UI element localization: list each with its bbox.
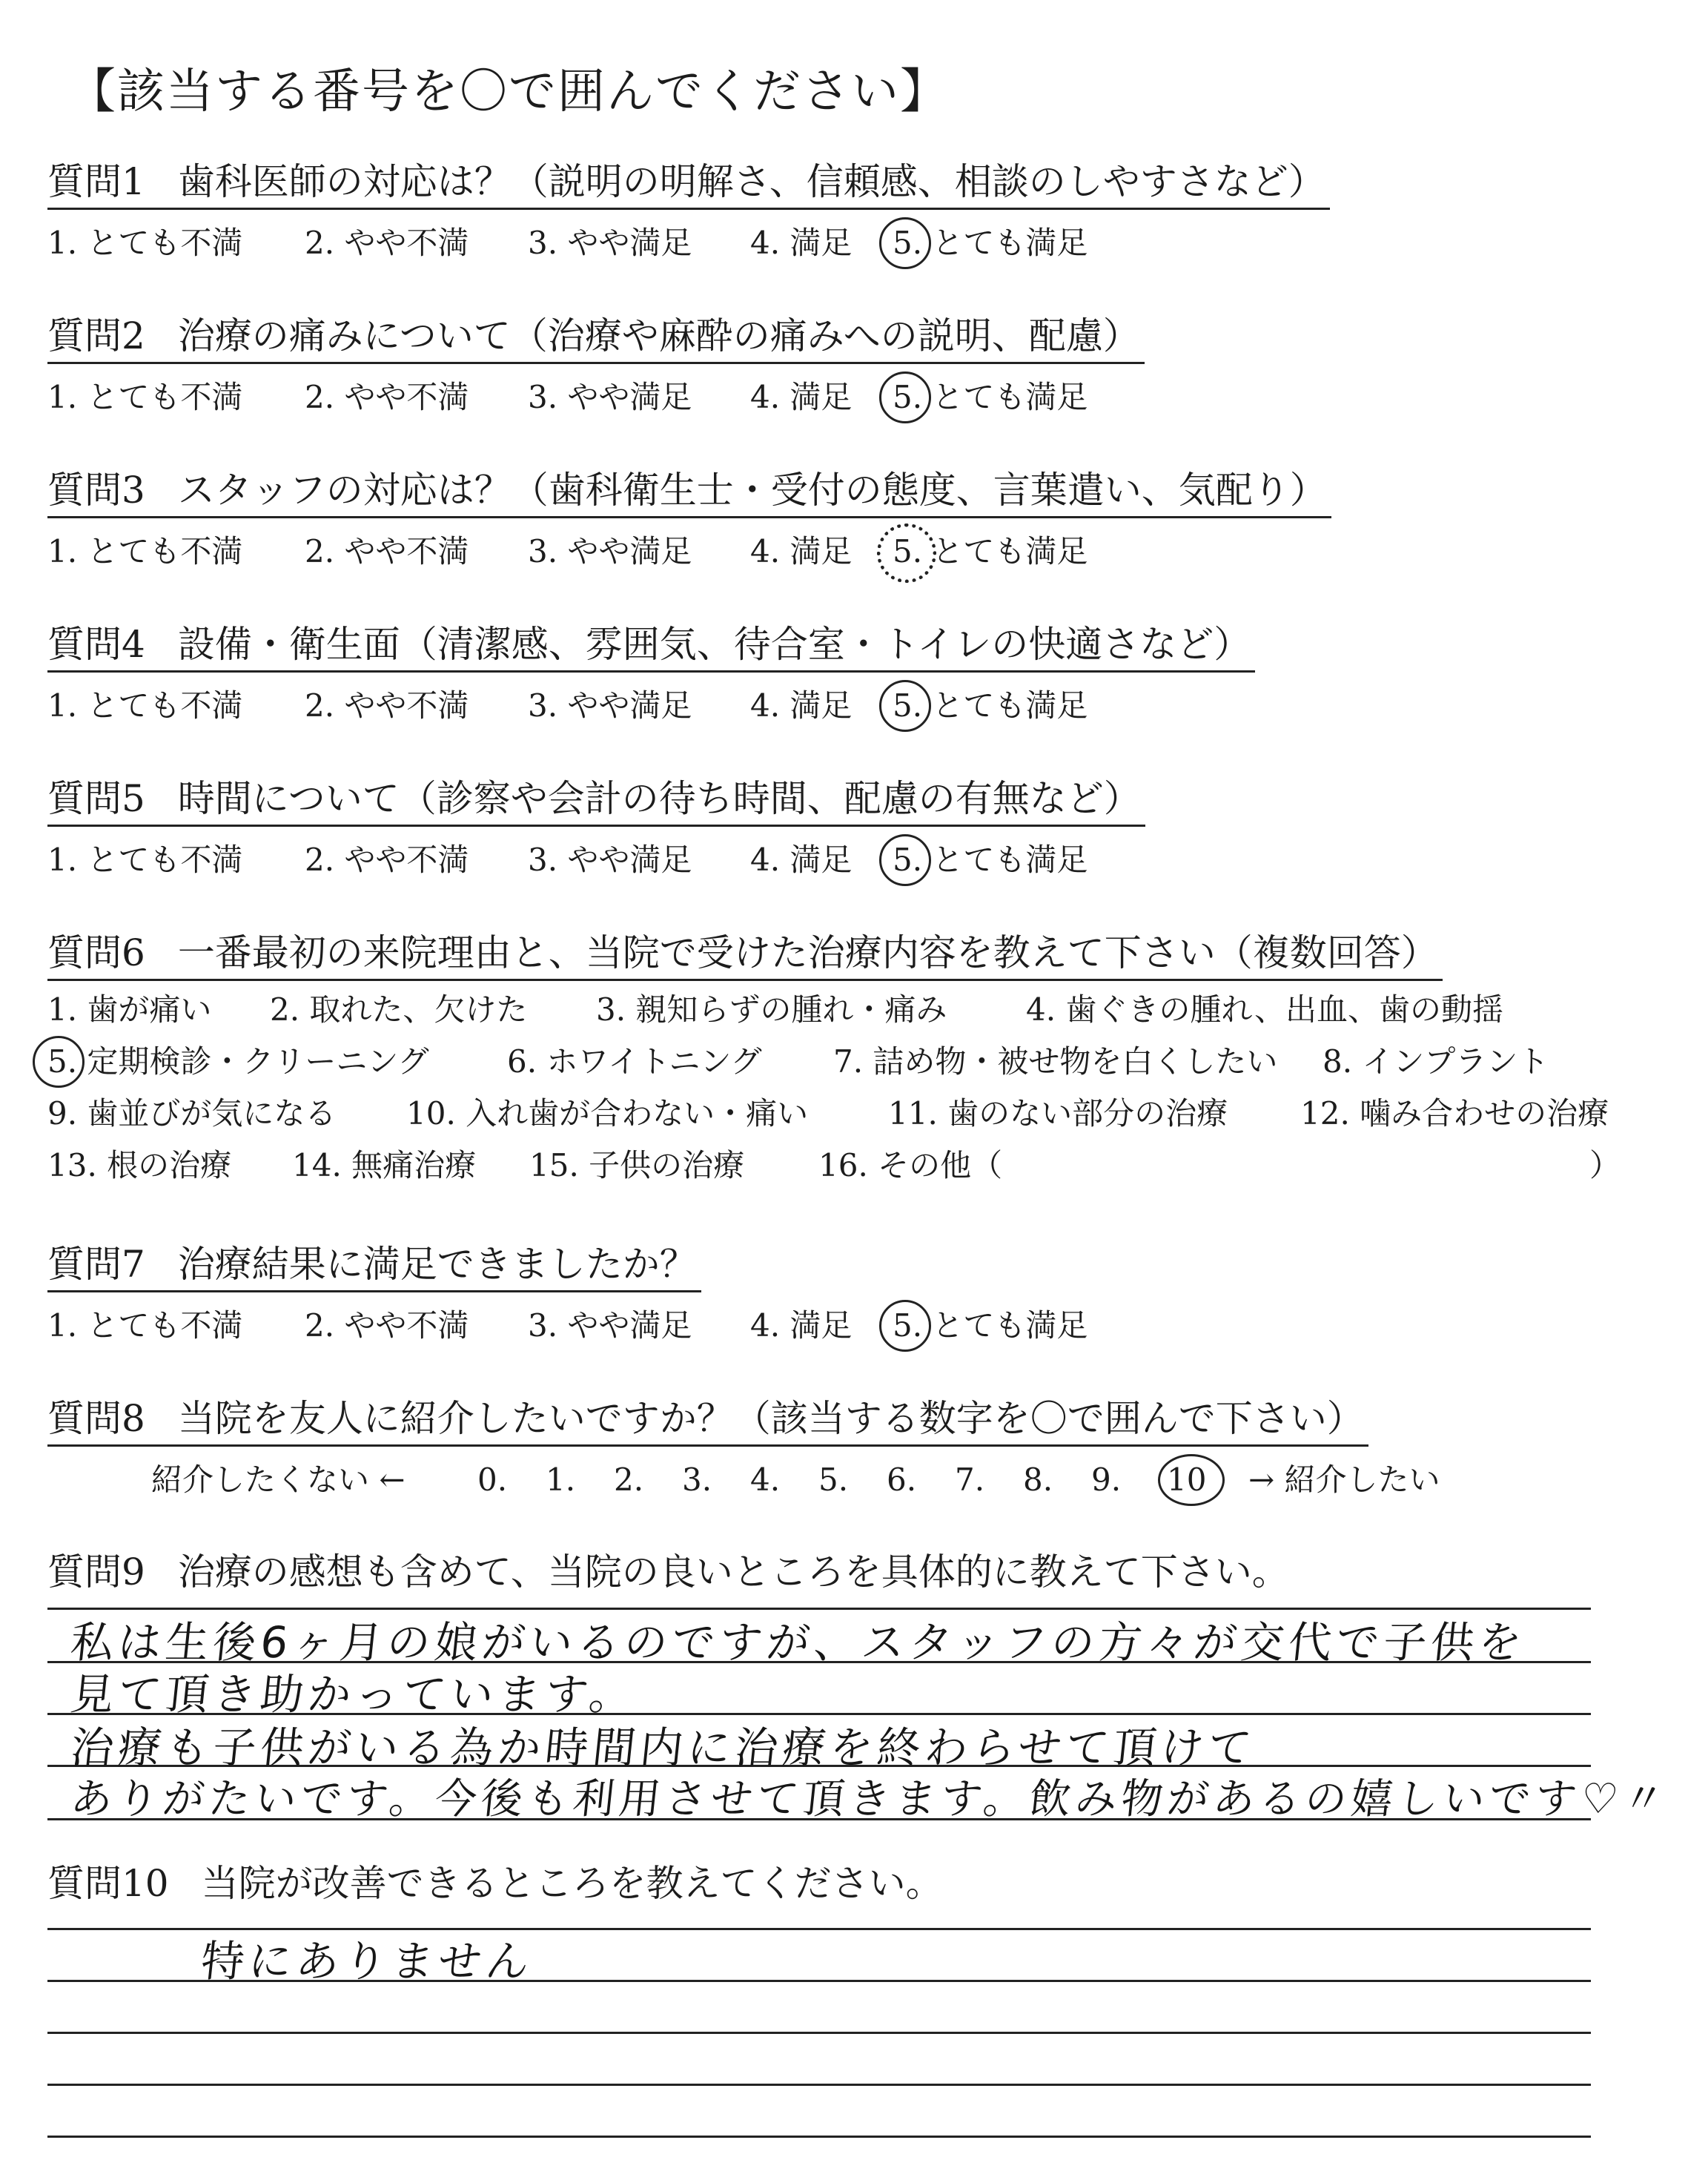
option-2[interactable]: 2. やや不満 [305,842,469,878]
question-text: 設備・衛生面（清潔感、雰囲気、待合室・トイレの快適さなど） [177,623,1251,666]
question-1 [47,156,1330,269]
question-text: 当院を友人に紹介したいですか？（該当する数字を〇で囲んで下さい） [177,1397,1364,1440]
treatment-option-9[interactable]: 9. 歯並びが気になる [47,1095,337,1132]
treatment-option-12[interactable]: 12. 噛み合わせの治療 [1300,1095,1609,1132]
question-text: 一番最初の来院理由と、当院で受けた治療内容を教えて下さい（複数回答） [177,931,1438,974]
rating-options [47,1300,1088,1352]
question-2-heading [47,310,1145,364]
question-number: 質問4 [47,623,145,666]
option-1[interactable]: 1. とても不満 [47,1307,243,1344]
treatment-option-15[interactable]: 15. 子供の治療 [529,1147,745,1183]
option-5[interactable]: 5. とても満足 [893,1300,1088,1352]
scale-9[interactable]: 9. [1091,1462,1122,1498]
question-number: 質問6 [47,931,145,974]
handwritten-answer-line-3: 治療も子供がいる為か時間内に治療を終わらせて頂けて [67,1723,1259,1773]
treatment-option-13[interactable]: 13. 根の治療 [47,1147,232,1183]
option-4[interactable]: 4. 満足 [750,379,853,415]
option-3[interactable]: 3. やや満足 [528,842,692,878]
question-text: 治療の感想も含めて、当院の良いところを具体的に教えて下さい。 [177,1550,1289,1593]
answer-line [47,2032,1591,2034]
option-5[interactable]: 5. とても満足 [893,834,1088,886]
option-2[interactable]: 2. やや不満 [305,533,469,569]
not-recommend-label: 紹介したくない ← [151,1462,406,1498]
question-5-heading [47,773,1145,827]
question-5 [47,773,1145,886]
option-1[interactable]: 1. とても不満 [47,225,243,261]
option-3[interactable]: 3. やや満足 [528,533,692,569]
option-3[interactable]: 3. やや満足 [528,225,692,261]
handwritten-answer-line-4: ありがたいです。今後も利用させて頂きます。飲み物があるの嬉しいです♡〃 [68,1775,1672,1823]
question-4 [47,618,1255,732]
rating-options [47,371,1145,423]
treatment-option-16[interactable]: 16. その他（ [818,1147,1003,1183]
question-text: 歯科医師の対応は？（説明の明解さ、信頼感、相談のしやすさなど） [177,160,1325,203]
question-text: スタッフの対応は？（歯科衛生士・受付の態度、言葉遣い、気配り） [177,469,1327,512]
question-text: 治療結果に満足できましたか？ [177,1243,697,1286]
treatment-option-6[interactable]: 6. ホワイトニング [507,1043,762,1080]
option-1[interactable]: 1. とても不満 [47,687,243,724]
option-1[interactable]: 1. とても不満 [47,842,243,878]
treatment-option-5[interactable]: 5. 定期検診・クリーニング [47,1036,429,1088]
question-9 [47,1546,1294,1598]
question-number: 質問8 [47,1397,145,1440]
treatment-row-4 [47,1140,1678,1192]
treatment-option-10[interactable]: 10. 入れ歯が合わない・痛い [406,1095,809,1132]
scale-3[interactable]: 3. [682,1462,712,1498]
option-2[interactable]: 2. やや不満 [305,1307,469,1344]
option-5[interactable]: 5. とても満足 [893,371,1088,423]
question-number: 質問1 [47,160,145,203]
treatment-option-2[interactable]: 2. 取れた、欠けた [270,991,528,1028]
option-5[interactable]: 5. とても満足 [893,217,1088,269]
rating-options [47,680,1255,732]
question-text: 治療の痛みについて（治療や麻酔の痛みへの説明、配慮） [177,314,1140,357]
question-3 [47,464,1331,578]
question-4-heading [47,618,1255,673]
rating-options [47,526,1331,578]
option-2[interactable]: 2. やや不満 [305,687,469,724]
scale-7[interactable]: 7. [955,1462,985,1498]
treatment-row-3 [47,1088,1678,1140]
question-3-heading [47,464,1331,518]
handwritten-answer-line-1: 私は生後6ヶ月の娘がいるのですが、スタッフの方々が交代で子供を [67,1617,1529,1668]
referral-scale [47,1454,1440,1506]
treatment-option-7[interactable]: 7. 詰め物・被せ物を白くしたい [833,1043,1278,1080]
scale-4[interactable]: 4. [750,1462,781,1498]
treatment-options [47,984,1621,1206]
question-6 [47,927,1621,1206]
question-10 [47,1857,947,1909]
question-1-heading [47,156,1330,210]
answer-line [47,2084,1591,2086]
scale-0[interactable]: 0. [477,1462,508,1498]
option-1[interactable]: 1. とても不満 [47,533,243,569]
option-5[interactable]: 5. とても満足 [893,680,1088,732]
page-title: 【該当する番号を〇で囲んでください】 [68,65,949,119]
question-7-heading [47,1238,701,1292]
scale-10[interactable]: 10 [1167,1454,1206,1506]
option-4[interactable]: 4. 満足 [750,687,853,724]
treatment-option-14[interactable]: 14. 無痛治療 [292,1147,477,1183]
scale-8[interactable]: 8. [1023,1462,1053,1498]
option-3[interactable]: 3. やや満足 [528,1307,692,1344]
treatment-option-1[interactable]: 1. 歯が痛い [47,991,212,1028]
question-number: 質問5 [47,777,145,820]
scale-6[interactable]: 6. [887,1462,917,1498]
question-9-heading [47,1546,1294,1598]
handwritten-improvement-answer: 特にありません [198,1936,537,1986]
option-3[interactable]: 3. やや満足 [528,379,692,415]
treatment-option-8[interactable]: 8. インプラント [1323,1043,1549,1080]
question-10-heading [47,1857,947,1909]
scale-1[interactable]: 1. [546,1462,576,1498]
rating-options [47,217,1330,269]
question-8 [47,1393,1440,1506]
treatment-option-11[interactable]: 11. 歯のない部分の治療 [888,1095,1228,1132]
treatment-row-1 [47,984,1678,1036]
question-number: 質問7 [47,1243,145,1286]
question-6-heading [47,927,1443,981]
option-2[interactable]: 2. やや不満 [305,225,469,261]
question-8-heading [47,1393,1368,1447]
question-number: 質問2 [47,314,145,357]
handwritten-answer-line-2: 見て頂き助かっています。 [67,1669,640,1720]
treatment-option-3[interactable]: 3. 親知らずの腫れ・痛み [596,991,947,1028]
option-4[interactable]: 4. 満足 [750,225,853,261]
option-5[interactable]: 5. とても満足 [893,526,1088,578]
question-number: 質問10 [47,1862,169,1905]
question-text: 当院が改善できるところを教えてください。 [201,1862,943,1905]
treatment-row-2 [47,1036,1678,1088]
question-2 [47,310,1145,423]
treatment-option-4[interactable]: 4. 歯ぐきの腫れ、出血、歯の動揺 [1026,991,1503,1028]
other-close-paren: ） [1589,1147,1621,1183]
option-2[interactable]: 2. やや不満 [305,379,469,415]
question-text: 時間について（診察や会計の待ち時間、配慮の有無など） [177,777,1141,820]
option-4[interactable]: 4. 満足 [750,533,853,569]
option-4[interactable]: 4. 満足 [750,842,853,878]
option-4[interactable]: 4. 満足 [750,1307,853,1344]
recommend-label: → 紹介したい [1248,1462,1440,1498]
answer-line [47,2136,1591,2138]
question-7 [47,1238,1088,1352]
scale-5[interactable]: 5. [818,1462,849,1498]
option-3[interactable]: 3. やや満足 [528,687,692,724]
question-number: 質問3 [47,469,145,512]
scale-2[interactable]: 2. [614,1462,644,1498]
question-number: 質問9 [47,1550,145,1593]
option-1[interactable]: 1. とても不満 [47,379,243,415]
rating-options [47,834,1145,886]
